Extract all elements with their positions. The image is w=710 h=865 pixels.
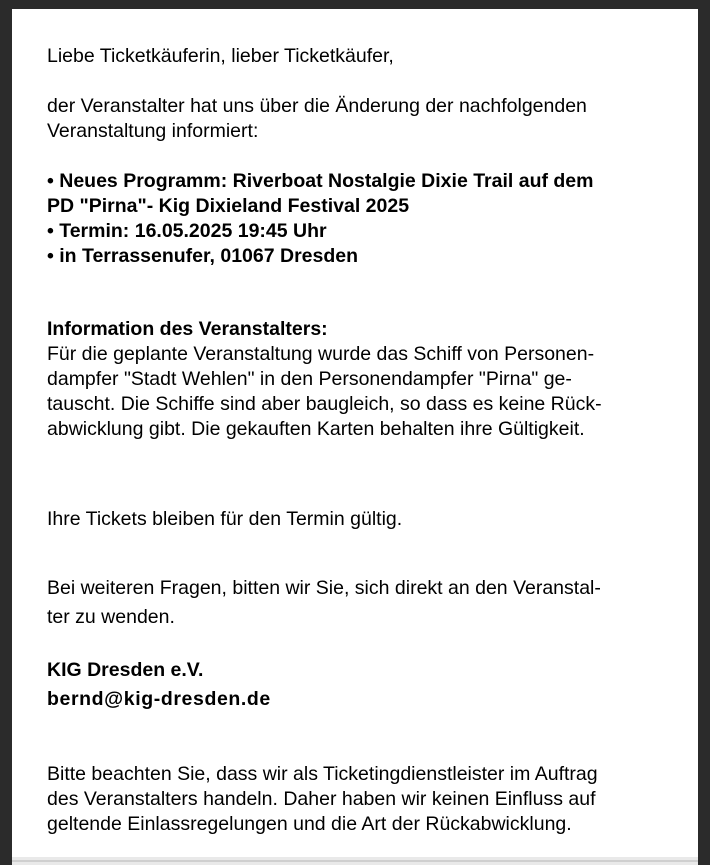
questions-line: Bei weiteren Fragen, bitten wir Sie, sich direkt an den Veranstal- [47,577,601,599]
notice-line: Bitte beachten Sie, dass wir als Ticketingdienstleister im Auftrag [47,763,598,785]
questions-paragraph [47,574,667,632]
organizer-info-line: dampfer "Stadt Wehlen" in den Personendampfer "Pirna" ge- [47,368,572,390]
organizer-info [47,317,667,442]
event-location: • in Terrassenufer, 01067 Dresden [47,245,359,267]
intro-paragraph [47,94,667,144]
scrollbar-thumb[interactable] [12,860,698,862]
event-details [47,169,667,269]
notice-line: geltende Einlassregelungen und die Art der Rückabwicklung. [47,813,572,835]
ticket-validity-note: Ihre Tickets bleiben für den Termin gültig. [47,508,403,530]
contact-block [47,656,667,714]
document-page [12,9,698,865]
organizer-info-heading: Information des Veranstalters: [47,318,328,340]
organizer-info-line: abwicklung gibt. Die gekauften Karten behalten ihre Gültigkeit. [47,418,585,440]
notice-paragraph [47,762,667,837]
event-program: • Neues Programm: Riverboat Nostalgie Dixie Trail auf dem [47,170,594,192]
organizer-info-line: Für die geplante Veranstaltung wurde das Schiff von Personen- [47,343,595,365]
greeting: Liebe Ticketkäuferin, lieber Ticketkäufer, [47,45,394,67]
intro-line: Veranstaltung informiert: [47,120,259,142]
event-program-continued: PD "Pirna"- Kig Dixieland Festival 2025 [47,195,410,217]
letter-body [47,44,667,837]
horizontal-scrollbar[interactable] [12,857,698,865]
organizer-info-line: tauscht. Die Schiffe sind aber baugleich, so dass es keine Rück- [47,393,602,415]
contact-email[interactable]: bernd@kig-dresden.de [47,688,271,710]
event-date: • Termin: 16.05.2025 19:45 Uhr [47,220,327,242]
questions-line: ter zu wenden. [47,606,175,628]
contact-name: KIG Dresden e.V. [47,659,204,681]
notice-line: des Veranstalters handeln. Daher haben wir keinen Einfluss auf [47,788,596,810]
intro-line: der Veranstalter hat uns über die Änderung der nachfolgenden [47,95,587,117]
